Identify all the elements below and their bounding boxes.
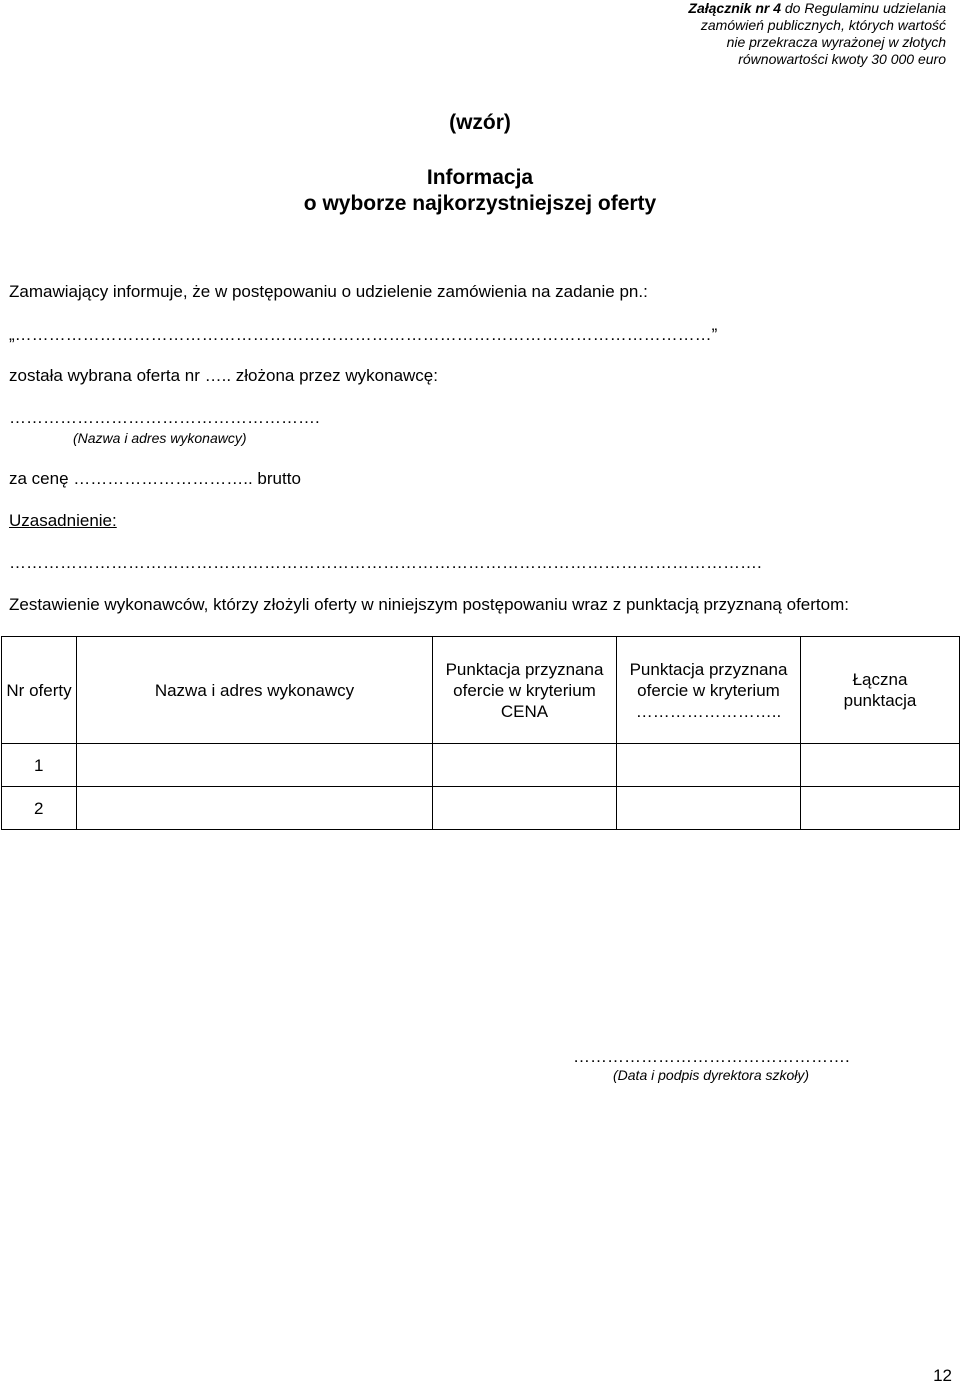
- justification-label: Uzasadnienie:: [9, 511, 117, 530]
- task-name-placeholder: „……………………………………………………………………………………………………………”: [9, 325, 718, 344]
- row-price-points-cell: [433, 787, 617, 830]
- page-number: 12: [933, 1366, 952, 1385]
- row-offer-number: 2: [2, 787, 77, 830]
- signature-caption: (Data i podpis dyrektora szkoły): [613, 1067, 810, 1083]
- attachment-header-note: [526, 0, 946, 68]
- attachment-line2: zamówień publicznych, których wartość: [700, 17, 946, 33]
- row-offer-number: 1: [2, 744, 77, 787]
- price-text: za cenę ………………………….. brutto: [9, 469, 301, 488]
- attachment-line4: równowartości kwoty 30 000 euro: [738, 51, 946, 67]
- table-row: [2, 787, 960, 830]
- contractor-caption: (Nazwa i adres wykonawcy): [73, 430, 247, 446]
- signature-placeholder: ………………………………………….: [573, 1047, 850, 1066]
- offers-table: [1, 636, 960, 830]
- row-other-points-cell: [617, 787, 801, 830]
- header-price-points: Punktacja przyznana ofercie w kryterium CENA: [433, 637, 617, 744]
- row-total-cell: [801, 787, 960, 830]
- table-row: [2, 744, 960, 787]
- attachment-line1: do Regulaminu udzielania: [781, 0, 946, 16]
- intro-text: Zamawiający informuje, że w postępowaniu o udzielenie zamówienia na zadanie pn.:: [9, 282, 648, 301]
- contractor-placeholder: ……………………………………………….: [9, 408, 320, 427]
- header-offer-number: Nr oferty: [2, 637, 77, 744]
- attachment-line3: nie przekracza wyrażonej w złotych: [726, 34, 946, 50]
- row-price-points-cell: [433, 744, 617, 787]
- row-other-points-cell: [617, 744, 801, 787]
- template-label: (wzór): [449, 111, 511, 134]
- header-total-points: Łączna punktacja: [801, 637, 960, 744]
- document-title: Informacja: [426, 166, 534, 189]
- summary-text: Zestawienie wykonawców, którzy złożyli oferty w niniejszym postępowaniu wraz z punktacją przyznaną ofertom:: [9, 595, 849, 614]
- table-header-row: [2, 637, 960, 744]
- justification-placeholder: …………………………………………………………………………………………………………………….: [9, 553, 762, 572]
- row-contractor-cell: [77, 787, 433, 830]
- selected-offer-text: została wybrana oferta nr ….. złożona przez wykonawcę:: [9, 366, 438, 385]
- row-total-cell: [801, 744, 960, 787]
- row-contractor-cell: [77, 744, 433, 787]
- header-other-points: Punktacja przyznana ofercie w kryterium ……………………..: [617, 637, 801, 744]
- attachment-label: Załącznik nr 4: [688, 0, 781, 16]
- document-subtitle: o wyborze najkorzystniejszej oferty: [303, 192, 657, 215]
- header-contractor-name: Nazwa i adres wykonawcy: [77, 637, 433, 744]
